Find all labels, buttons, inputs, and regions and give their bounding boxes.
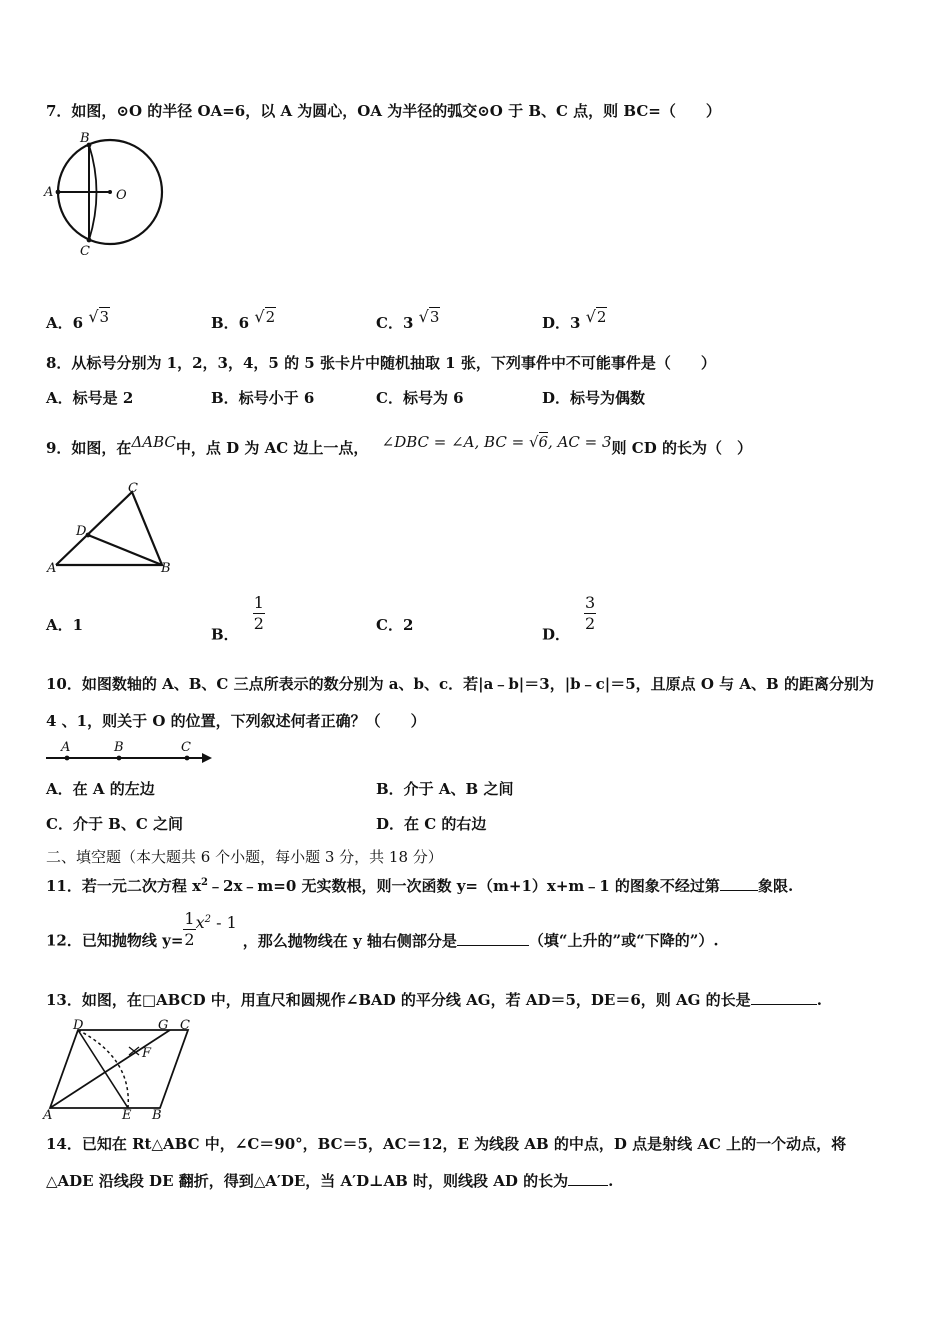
q10-stem-line2: 4 、1，则关于 O 的位置，下列叙述何者正确？（ ） [46,712,426,730]
q7-option-b[interactable]: B．6 √2 [211,307,276,332]
q11-answer-blank[interactable] [720,890,758,891]
q8-option-a[interactable]: A．标号是 2 [46,389,134,407]
q13-answer-blank[interactable] [751,1004,817,1005]
q9-label-d: D [76,524,87,539]
q9-label-b: B [161,561,171,576]
q13-label-c: C [180,1018,190,1033]
q10-number-line [44,738,216,766]
q9-label-a: A [47,561,57,576]
q8-option-d[interactable]: D．标号为偶数 [542,389,646,407]
q8-option-b[interactable]: B．标号小于 6 [211,389,315,407]
q7-label-b: B [80,131,90,146]
q11-stem: 11．若一元二次方程 $x^2﹣2x﹣m=0$ 无实数根，则一次函数 y=（m+1）x+m﹣1 的图象不经过第 象限. [46,877,794,895]
q10-label-c: C [181,740,191,755]
q10-option-c[interactable]: C．介于 B、C 之间 [46,815,184,833]
q13-label-d: D [73,1018,84,1033]
q14-stem-line2: △ADE 沿线段 DE 翻折，得到△A′DE，当 A′D⊥AB 时，则线段 AD 的长为 . [46,1172,614,1190]
q13-label-f: F [142,1046,152,1061]
q13-label-e: E [122,1108,132,1122]
q14-answer-blank[interactable] [568,1185,608,1186]
q7-circle-figure [40,128,175,260]
q13-label-a: A [43,1108,53,1122]
q7-stem: 7．如图，⊙O 的半径 OA=6，以 A 为圆心，OA 为半径的弧交⊙O 于 B、C 点，则 BC=（ ） [46,102,721,120]
q9-option-c[interactable]: C．2 [376,616,414,634]
q9-triangle-figure [44,478,184,578]
q12-answer-blank[interactable] [457,945,529,946]
q13-label-g: G [158,1018,169,1033]
q7-option-d[interactable]: D．3 √2 [542,307,607,332]
q7-option-c[interactable]: C．3 √3 [376,307,440,332]
q9-option-b[interactable]: B． $\frac{1}{2}$ [211,593,264,644]
q7-label-c: C [80,244,90,259]
q8-option-c[interactable]: C．标号为 6 [376,389,464,407]
q10-option-b[interactable]: B．介于 A、B 之间 [376,780,514,798]
section-2-heading: 二、填空题（本大题共 6 个小题，每小题 3 分，共 18 分） [46,848,443,866]
q7-option-a[interactable]: A．6 √3 [46,307,110,332]
q13-parallelogram-figure [40,1018,225,1122]
q10-stem-line1: 10．如图数轴的 A、B、C 三点所表示的数分别为 a、b、c．若|a﹣b|＝3，|b﹣c|＝5，且原点 O 与 A、B 的距离分别为 [46,675,874,693]
q10-option-a[interactable]: A．在 A 的左边 [46,780,155,798]
q14-stem-line1: 14．已知在 Rt△ABC 中，∠C＝90°，BC＝5，AC＝12，E 为线段 AB 的中点，D 点是射线 AC 上的一个动点，将 [46,1135,847,1153]
q10-label-a: A [61,740,71,755]
q12-stem: 12．已知抛物线 y= $\frac{1}{2}$ $x^2 - 1$，那么抛物线在 y 轴右侧部分是 （填“上升的”或“下降的”）. [46,909,719,950]
q13-label-b: B [152,1108,162,1122]
q9-option-a[interactable]: A．1 [46,616,84,634]
q9-stem: 9．如图，在ΔABC中，点 D 为 AC 边上一点， ∠DBC = ∠A, BC = √6, AC = 3则 CD 的长为（ ） [46,433,752,457]
q7-label-o: O [116,188,127,203]
q9-label-c: C [128,481,138,496]
q8-stem: 8．从标号分别为 1，2，3，4，5 的 5 张卡片中随机抽取 1 张，下列事件中不可能事件是（ ） [46,354,716,372]
q9-option-d[interactable]: D． $\frac{3}{2}$ [542,593,596,644]
q10-option-d[interactable]: D．在 C 的右边 [376,815,487,833]
q10-label-b: B [114,740,124,755]
q13-stem: 13．如图，在□ABCD 中，用直尺和圆规作∠BAD 的平分线 AG，若 AD＝5，DE＝6，则 AG 的长是 . [46,991,822,1009]
q7-label-a: A [44,185,54,200]
